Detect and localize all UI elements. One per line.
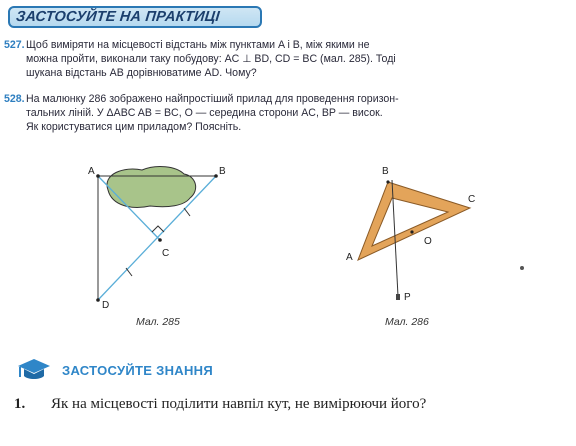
label-d: D: [102, 300, 110, 310]
label-p: P: [404, 292, 411, 303]
banner-title: ЗАСТОСУЙТЕ НА ПРАКТИЦІ: [15, 9, 221, 25]
figure-286: [340, 160, 490, 310]
figure-285: [84, 160, 244, 310]
stray-dot: [520, 266, 524, 270]
task-text-line: тальних ліній. У ΔABC AB = BC, O — середина сторони AC, BP — висок.: [26, 107, 383, 119]
label-b: B: [382, 166, 389, 177]
apply-section-title: ЗАСТОСУЙТЕ ЗНАННЯ: [62, 362, 214, 378]
task-number: 528.: [4, 93, 25, 105]
task-527: [4, 38, 556, 80]
tick-mark: [126, 268, 132, 276]
question-number: 1.: [14, 396, 26, 412]
lake-shape: [107, 167, 196, 208]
label-c: C: [162, 248, 170, 259]
section-banner: [8, 6, 262, 28]
question-1: [14, 396, 426, 413]
caption-285: Мал. 285: [136, 316, 180, 328]
plumb-bob: [396, 294, 400, 300]
right-angle-mark: [152, 226, 164, 232]
tick-mark: [184, 208, 190, 216]
caption-286: Мал. 286: [385, 316, 429, 328]
task-text-line: шукана відстань AB дорівнюватиме AD. Чому?: [26, 67, 257, 79]
label-c: C: [468, 194, 476, 205]
apply-section-header: [16, 355, 316, 385]
task-text-line: Щоб виміряти на місцевості відстань між пунктами A і B, між якими не: [26, 39, 370, 51]
graduation-cap-icon: [16, 357, 52, 383]
task-number: 527.: [4, 39, 25, 51]
task-text-line: можна пройти, виконали таку побудову: AC ⊥ BD, CD = BC (мал. 285). Тоді: [26, 53, 396, 65]
task-text-line: На малюнку 286 зображено найпростіший прилад для проведення горизон-: [26, 93, 399, 105]
task-528: [4, 92, 556, 134]
task-text-line: Як користуватися цим приладом? Поясніть.: [26, 121, 242, 133]
triangle-instrument: [358, 182, 470, 260]
label-b: B: [219, 166, 226, 177]
label-a: A: [346, 252, 353, 263]
label-o: O: [424, 236, 432, 247]
question-text: Як на місцевості поділити навпіл кут, не вимірюючи його?: [51, 396, 427, 412]
label-a: A: [88, 166, 95, 177]
